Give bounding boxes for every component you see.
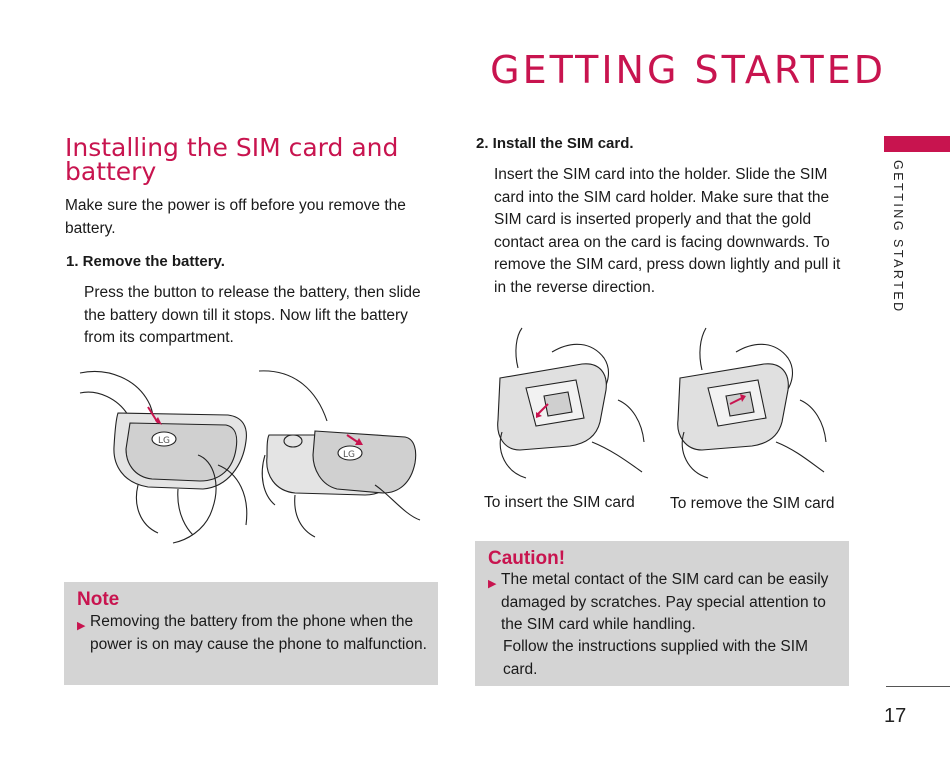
caution-text-1: The metal contact of the SIM card can be easily damaged by scratches. Pay special attention to the SIM card while handling. xyxy=(501,571,829,633)
caption-insert-sim: To insert the SIM card xyxy=(484,494,635,511)
sim-remove-illustration xyxy=(672,322,832,482)
caution-title: Caution! xyxy=(488,548,566,569)
battery-cover xyxy=(126,423,237,481)
caption-remove-sim: To remove the SIM card xyxy=(670,495,835,512)
step1-title: 1. Remove the battery. xyxy=(66,253,225,270)
caution-box xyxy=(475,541,849,686)
note-text: Removing the battery from the phone when the power is on may cause the phone to malfunction. xyxy=(90,613,427,653)
intro-paragraph: Make sure the power is off before you remove the battery. xyxy=(65,197,406,237)
bullet-arrow-icon: ▶ xyxy=(488,578,497,590)
note-item xyxy=(77,611,429,656)
battery-pack xyxy=(313,431,416,493)
phone-logo: LG xyxy=(158,436,170,446)
sim-card xyxy=(544,392,572,416)
note-box xyxy=(64,582,438,685)
note-title: Note xyxy=(77,589,120,610)
step1-text: Press the button to release the battery, then slide the battery down till it stops. Now lift the battery from its compartment. xyxy=(84,284,421,346)
side-section-label-text: GETTING STARTED xyxy=(891,160,905,314)
side-section-label xyxy=(887,160,907,320)
section-title: Installing the SIM card and battery xyxy=(65,133,399,186)
section-tab-marker xyxy=(884,136,950,152)
phone-logo-2: LG xyxy=(343,450,355,460)
battery-lift-illustration xyxy=(255,365,425,545)
bullet-arrow-icon: ▶ xyxy=(77,620,86,632)
page-number: 17 xyxy=(884,705,907,727)
page-header-title: GETTING STARTED xyxy=(490,48,886,92)
caution-text-2: Follow the instructions supplied with the SIM card. xyxy=(503,638,808,678)
battery-release-illustration xyxy=(78,365,258,550)
page-number-rule xyxy=(886,686,950,687)
caution-item xyxy=(488,569,840,637)
step2-title: 2. Install the SIM card. xyxy=(476,135,634,152)
sim-insert-illustration xyxy=(492,322,652,482)
step2-text: Insert the SIM card into the holder. Slide the SIM card into the SIM card holder. Make sure that the SIM card is inserted properly and that the gold contact area on the card is facing downwards. To remove the SIM card, press down lightly and pull it in the reverse direction. xyxy=(494,166,841,296)
